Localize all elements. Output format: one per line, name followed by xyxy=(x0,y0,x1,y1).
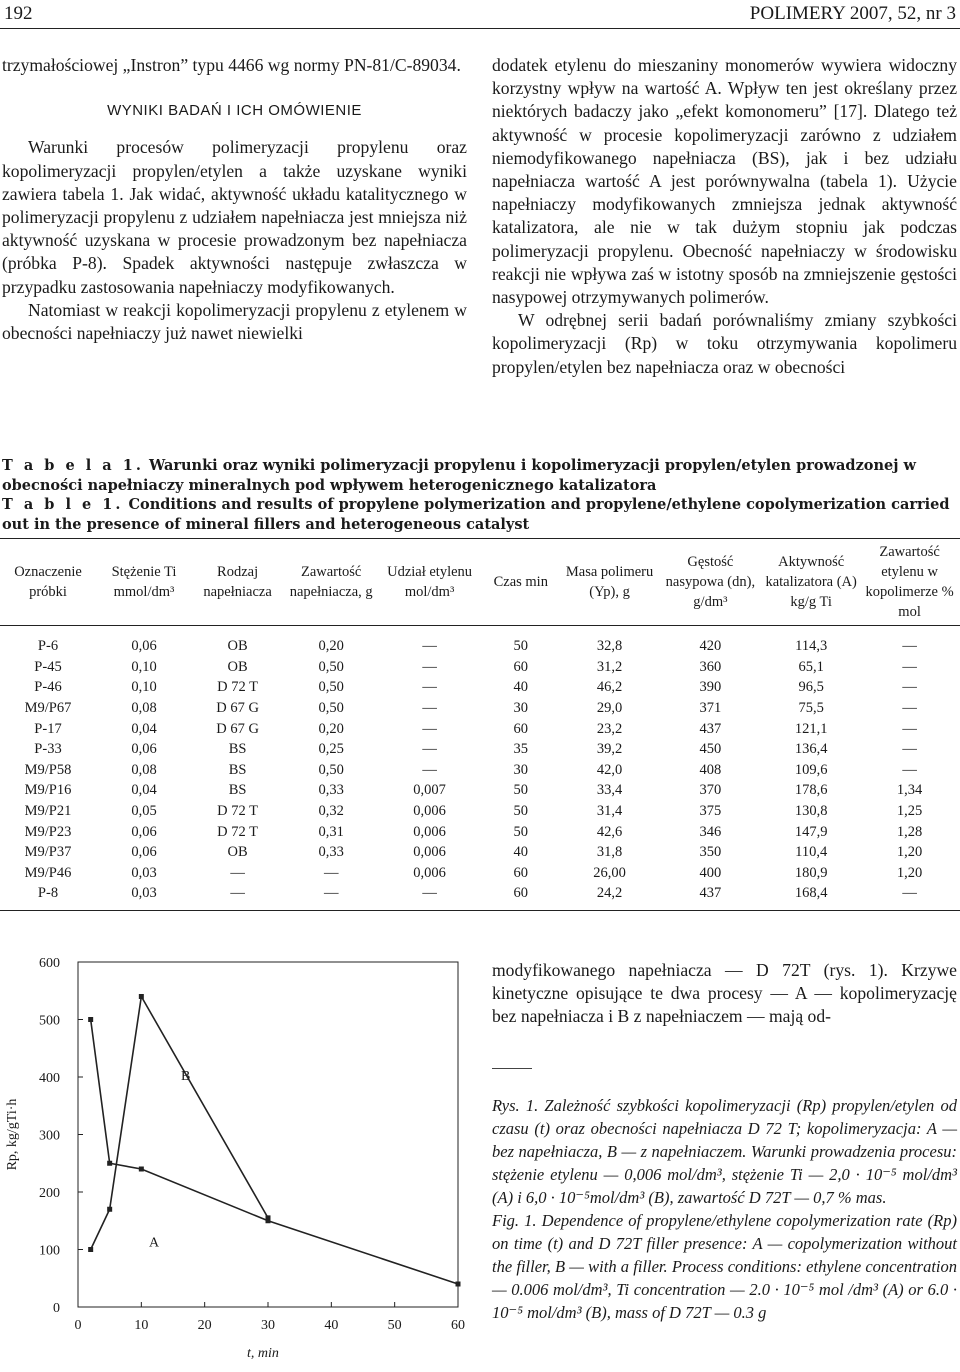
table-cell: 0,006 xyxy=(413,803,446,820)
table-cell: 408 xyxy=(699,761,722,778)
table-cell: 109,6 xyxy=(794,761,828,778)
table-cell: 50 xyxy=(513,803,529,820)
table-cell: 60 xyxy=(513,864,529,881)
x-tick-label: 0 xyxy=(74,1318,82,1333)
table-title-pl: Warunki oraz wyniki polimeryzacji propylenu i kopolimeryzacji propylen/etylen prowadzonej w obecności napełniaczy mineralnych pod wpływem heterogenicznego katalizatora xyxy=(2,457,917,494)
table-cell: — xyxy=(323,864,339,881)
table-cell: 370 xyxy=(699,782,722,799)
table-cell: 0,25 xyxy=(318,741,344,758)
column-header: Masa polimeru (Yp), g xyxy=(562,539,658,626)
table-cell: 1,34 xyxy=(896,782,923,799)
table-cell: 1,28 xyxy=(896,823,923,840)
x-tick-label: 30 xyxy=(261,1318,275,1333)
table-cell: 0,50 xyxy=(318,679,344,696)
table-cell: 0,006 xyxy=(413,823,446,840)
table-cell: 0,08 xyxy=(131,761,157,778)
column-header: Oznaczenie próbki xyxy=(0,539,96,626)
table-cell: — xyxy=(422,658,437,675)
table-cell: M9/P58 xyxy=(24,761,72,778)
table-cell: 420 xyxy=(699,638,722,655)
table-cell: — xyxy=(902,741,917,758)
table-cell: 0,04 xyxy=(131,782,157,799)
table-row xyxy=(0,883,960,910)
table-row xyxy=(0,626,960,657)
table-cell: BS xyxy=(228,761,247,778)
table-cell: 0,06 xyxy=(131,823,157,840)
y-tick-label: 100 xyxy=(39,1243,60,1259)
x-tick-label: 20 xyxy=(197,1318,212,1333)
y-tick-label: 400 xyxy=(39,1071,60,1086)
table-cell: 0,33 xyxy=(318,844,344,861)
plot-frame xyxy=(78,962,458,1307)
table-cell: P-6 xyxy=(37,638,59,655)
table-cell: 32,8 xyxy=(596,638,623,655)
table-cell: 0,50 xyxy=(318,761,344,778)
page-number: 192 xyxy=(4,3,33,24)
table-cell: 30 xyxy=(513,700,529,717)
intro-paragraph: trzymałościowej „Instron” typu 4466 wg normy PN-81/C-89034. xyxy=(2,55,461,75)
data-point-B xyxy=(107,1207,112,1212)
table-cell: 400 xyxy=(699,864,722,881)
table-cell: 168,4 xyxy=(763,883,859,910)
table-cell: 30 xyxy=(513,761,529,778)
table-cell: 136,4 xyxy=(794,741,828,758)
table-cell: — xyxy=(859,883,960,910)
table-cell: P-46 xyxy=(34,679,62,696)
table-cell: 0,20 xyxy=(318,638,344,655)
continuation-text xyxy=(492,959,957,1029)
y-tick-label: 500 xyxy=(39,1013,60,1029)
section-heading: WYNIKI BADAŃ I ICH OMÓWIENIE xyxy=(107,102,362,120)
table-cell: 29,0 xyxy=(596,700,623,717)
table-cell: — xyxy=(422,679,437,696)
table-cell: 375 xyxy=(699,803,722,820)
table-cell: 450 xyxy=(699,741,722,758)
table-cell: OB xyxy=(227,638,248,655)
y-tick-label: 600 xyxy=(39,956,60,971)
table-cell: 40 xyxy=(513,679,529,696)
series-label-B: B xyxy=(180,1068,191,1084)
figure-caption-en: Fig. 1. Dependence of propylene/ethylene copolymerization rate (Rp) on time (t) and D 72T filler presence: A — copolymerization without the filler, B — with a filler. Process conditions: ethylene concentration — 0.006 mol/dm³, Ti concentration — 2.0 · 10⁻⁵ mol /dm³ (A) or 6.0 · 10⁻⁵ mol/dm³ (B), mass of D 72T — 0.3 g xyxy=(492,1211,957,1322)
x-tick-label: 10 xyxy=(134,1318,149,1333)
results-paragraph-1: Warunki procesów polimeryzacji propylenu oraz kopolimeryzacji propylen/etylen a także uzyskane wyniki zawiera tabela 1. Jak widać, aktywność układu katalitycznego w polimeryzacji propylenu z udziałem napełniacza jest mniejsza niż aktywność uzyskana w procesie prowadzonym bez napełniacza (próbka P-8). Spadek aktywności następuje zwłaszcza w przypadku zastosowania napełniaczy modyfikowanych. xyxy=(2,137,467,297)
table-cell: — xyxy=(283,883,379,910)
table-cell: D 72 T xyxy=(217,679,258,696)
table-cell: — xyxy=(902,679,917,696)
table-cell: 50 xyxy=(513,782,529,799)
table-cell: 0,10 xyxy=(131,658,157,675)
data-point-A xyxy=(456,1282,461,1287)
table-cell: 346 xyxy=(699,823,722,840)
table-title-en: Conditions and results of propylene polymerization and propylene/ethylene copolymerization carried out in the presence of mineral fillers and heterogeneous catalyst xyxy=(2,496,950,533)
figure-caption xyxy=(492,1094,957,1324)
column-header: Stężenie Ti mmol/dm³ xyxy=(96,539,192,626)
table-cell: P-33 xyxy=(34,741,62,758)
table-cell: 0,04 xyxy=(131,720,157,737)
table-cell: P-8 xyxy=(0,883,96,910)
kinetics-paragraph: modyfikowanego napełniacza — D 72T (rys. 1). Krzywe kinetyczne opisujące te dwa procesy — A — kopolimeryzację bez napełniacza i B z napełniaczem — mają od- xyxy=(492,960,957,1027)
table-row xyxy=(0,801,960,822)
table-cell: 1,20 xyxy=(896,864,923,881)
table-cell: 0,03 xyxy=(131,864,157,881)
table-cell: 96,5 xyxy=(798,679,824,696)
data-point-B xyxy=(88,1247,93,1252)
table-cell: 31,4 xyxy=(596,803,623,820)
table-row xyxy=(0,780,960,801)
table-cell: M9/P37 xyxy=(24,844,72,861)
table-cell: BS xyxy=(228,782,247,799)
table-row xyxy=(0,760,960,781)
table-cell: — xyxy=(422,741,437,758)
table-cell: 0,50 xyxy=(318,658,344,675)
table-cell: 42,0 xyxy=(596,761,623,778)
column-header: Zawartość napełniacza, g xyxy=(283,539,379,626)
caption-divider xyxy=(492,1068,532,1069)
table-cell: 121,1 xyxy=(794,720,828,737)
table-cell: — xyxy=(422,700,437,717)
table-cell: 0,006 xyxy=(413,844,446,861)
table-cell: 0,50 xyxy=(318,700,344,717)
table-cell: 50 xyxy=(513,823,529,840)
table-caption xyxy=(2,456,952,534)
table-cell: 60 xyxy=(513,658,529,675)
table-cell: P-17 xyxy=(34,720,62,737)
table-cell: 390 xyxy=(699,679,722,696)
table-row xyxy=(0,821,960,842)
table-cell: 42,6 xyxy=(596,823,623,840)
table-cell: 0,33 xyxy=(318,782,344,799)
data-point-A xyxy=(88,1017,93,1022)
table-cell: — xyxy=(379,883,480,910)
table-cell: 178,6 xyxy=(794,782,828,799)
table-cell: — xyxy=(230,864,245,881)
table-cell: 1,25 xyxy=(896,803,923,820)
table-cell: 437 xyxy=(699,720,722,737)
table-cell: 65,1 xyxy=(798,658,824,675)
table-body xyxy=(0,626,960,911)
table-cell: 0,007 xyxy=(413,782,446,799)
table-cell: 0,03 xyxy=(96,883,192,910)
table-cell: 371 xyxy=(699,700,722,717)
table-cell: 0,006 xyxy=(413,864,446,881)
comparison-paragraph: W odrębnej serii badań porównaliśmy zmiany szybkości kopolimeryzacji (Rp) w toku otrzymywania kopolimeru propylen/etylen bez napełniacza oraz w obecności xyxy=(492,310,957,377)
right-text-column xyxy=(492,54,957,379)
table-cell: 60 xyxy=(480,883,562,910)
table-cell: D 72 T xyxy=(217,803,258,820)
journal-reference: POLIMERY 2007, 52, nr 3 xyxy=(749,3,956,24)
table-row xyxy=(0,718,960,739)
table-cell: M9/P46 xyxy=(24,864,72,881)
table-cell: 0,32 xyxy=(318,803,344,820)
series-line-A xyxy=(91,1020,458,1285)
table-cell: 360 xyxy=(699,658,722,675)
table-cell: — xyxy=(902,720,917,737)
chart-svg xyxy=(0,942,480,1372)
table-cell: 110,4 xyxy=(795,844,828,861)
table-cell: 0,06 xyxy=(131,741,157,758)
table-cell: 0,06 xyxy=(131,638,157,655)
column-header: Rodzaj napełniacza xyxy=(192,539,283,626)
column-header: Gęstość nasypowa (dn), g/dm³ xyxy=(658,539,764,626)
table-cell: D 67 G xyxy=(216,720,259,737)
continuation-paragraph: dodatek etylenu do mieszaniny monomerów wywiera widoczny korzystny wpływ na wartość A. Wpływ ten jest określany przez niektórych badaczy jako „efekt komonomeru” [17]. Dlatego też aktywność w procesie kopolimeryzacji zarówno z udziałem niemodyfikowanego napełniacza (BS), jak i bez udziału napełniacza wartość A jest porównywalna (tabela 1). Użycie napełniaczy modyfikowanych zmniejsza jednak aktywność katalizatora, ale nie w tak dużym stopniu jak podczas polimeryzacji propylenu. Obecność napełniaczy w środowisku reakcji nie wpływa zaś w istotny sposób na zmniejszenie gęstości nasypowej otrzymywanych polimerów. xyxy=(492,55,957,308)
table-cell: 60 xyxy=(513,720,529,737)
column-header: Zawartość etylenu w kopolimerze % mol xyxy=(859,539,960,626)
data-point-B xyxy=(266,1215,271,1220)
table-cell: BS xyxy=(228,741,247,758)
table-cell: 437 xyxy=(658,883,764,910)
x-tick-label: 50 xyxy=(387,1318,402,1333)
table-cell: M9/P21 xyxy=(24,803,72,820)
table-cell: 1,20 xyxy=(896,844,923,861)
table-row xyxy=(0,698,960,719)
table-cell: 0,06 xyxy=(131,844,157,861)
table-cell: — xyxy=(422,638,437,655)
table-cell: — xyxy=(902,700,917,717)
table-cell: M9/P67 xyxy=(24,700,72,717)
data-point-A xyxy=(139,1167,144,1172)
table-cell: — xyxy=(902,761,917,778)
table-cell: M9/P23 xyxy=(24,823,72,840)
table-cell: OB xyxy=(227,658,248,675)
page-header xyxy=(0,0,960,29)
table-row xyxy=(0,842,960,863)
y-axis-label: Rp, kg/gTi·h xyxy=(5,1098,20,1171)
series-label-A: A xyxy=(148,1235,160,1251)
table-cell: D 67 G xyxy=(216,700,259,717)
table-cell: — xyxy=(422,720,437,737)
table-cell: 33,4 xyxy=(596,782,623,799)
y-tick-label: 0 xyxy=(53,1301,60,1316)
rate-vs-time-chart xyxy=(0,942,480,1372)
results-table xyxy=(0,538,960,911)
data-point-A xyxy=(107,1161,112,1166)
table-cell: 350 xyxy=(699,844,722,861)
table-cell: 24,2 xyxy=(562,883,658,910)
table-cell: 0,10 xyxy=(131,679,157,696)
table-row xyxy=(0,863,960,884)
table-cell: 180,9 xyxy=(794,864,828,881)
results-paragraph-2: Natomiast w reakcji kopolimeryzacji propylenu z etylenem w obecności napełniaczy już nawet niewielki xyxy=(2,299,467,344)
y-tick-label: 300 xyxy=(39,1128,60,1144)
table-cell: 40 xyxy=(513,844,529,861)
table-cell: — xyxy=(902,658,917,675)
column-header: Aktywność katalizatora (A) kg/g Ti xyxy=(763,539,859,626)
table-header-row xyxy=(0,539,960,626)
table-cell: 23,2 xyxy=(596,720,623,737)
table-cell: 147,9 xyxy=(794,823,828,840)
table-cell: M9/P16 xyxy=(24,782,72,799)
column-header: Udział etylenu mol/dm³ xyxy=(379,539,480,626)
table-cell: 130,8 xyxy=(794,803,828,820)
table-row xyxy=(0,677,960,698)
table-cell: 114,3 xyxy=(795,638,828,655)
table-cell: 0,05 xyxy=(131,803,157,820)
table-cell: D 72 T xyxy=(217,823,258,840)
x-tick-label: 40 xyxy=(324,1318,339,1333)
table-label-en: T a b l e 1. xyxy=(2,496,124,513)
table-label-pl: T a b e l a 1. xyxy=(2,457,144,474)
table-cell: 50 xyxy=(513,638,529,655)
y-tick-label: 200 xyxy=(39,1186,60,1201)
table-cell: 0,20 xyxy=(318,720,344,737)
table-cell: 0,31 xyxy=(318,823,344,840)
table-cell: OB xyxy=(227,844,248,861)
table-row xyxy=(0,739,960,760)
table-cell: 31,2 xyxy=(596,658,623,675)
table-cell: — xyxy=(422,761,437,778)
series-line-B xyxy=(91,997,268,1250)
table-cell: P-45 xyxy=(34,658,62,675)
table-row xyxy=(0,657,960,678)
table-cell: 0,08 xyxy=(131,700,157,717)
table-cell: — xyxy=(192,883,283,910)
table-cell: 31,8 xyxy=(596,844,623,861)
column-header: Czas min xyxy=(480,539,562,626)
data-point-B xyxy=(139,994,144,999)
figure-caption-pl: Rys. 1. Zależność szybkości kopolimeryzacji (Rp) propylen/etylen od czasu (t) oraz obecności napełniacza D 72 T; kopolimeryzacja: A — bez napełniacza, B — z napełniaczem. Warunki prowadzenia procesu: stężenie etylenu — 0,006 mol/dm³, stężenie Ti — 2,0 · 10⁻⁵ mol/dm³ (A) i 6,0 · 10⁻⁵mol/dm³ (B), zawartość D 72T — 0,7 % mas. xyxy=(492,1096,957,1207)
x-axis-label: t, min xyxy=(247,1346,279,1361)
table-cell: 46,2 xyxy=(596,679,623,696)
table-cell: 35 xyxy=(513,741,529,758)
x-tick-label: 60 xyxy=(451,1318,465,1333)
table-cell: — xyxy=(902,638,917,655)
table-cell: 39,2 xyxy=(596,741,623,758)
table-cell: 75,5 xyxy=(798,700,824,717)
left-text-column xyxy=(2,54,467,345)
table-cell: 26,00 xyxy=(593,864,626,881)
